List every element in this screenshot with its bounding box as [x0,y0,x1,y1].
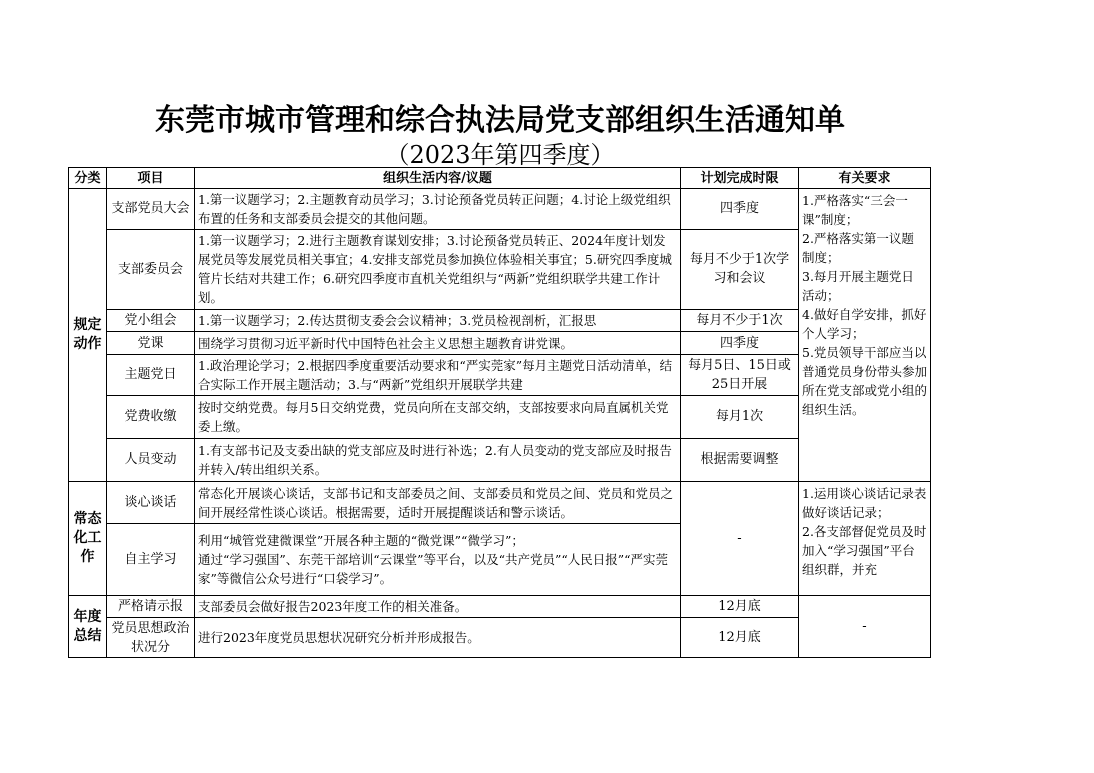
header-requirements: 有关要求 [799,168,931,189]
category-regular: 规定动作 [69,189,107,482]
deadline-branch-member-meeting: 四季度 [681,189,799,230]
item-ideology-analysis-text: 党员思想政治状况分 [111,620,190,655]
content-branch-committee: 1.第一议题学习；2.进行主题教育谋划安排；3.讨论预备党员转正、2024年度计划发展党员等发展党员相关事宜；4.安排支部党员参加换位体验相关事宜；5.研究四季度城管片长结对共建工作；6.研究四季度市直机关党组织与“两新”党组织联学共建工作计划。 [195,229,681,309]
content-heart-to-heart-talk [195,482,681,524]
deadline-report-request: 12月底 [681,596,799,618]
content-party-group-meeting: 1.第一议题学习；2.传达贯彻支委会会议精神；3.党员检视剖析，汇报思 [195,309,681,332]
requirement-item: 3.每月开展主题党日 [802,269,914,284]
requirement-item: 1.严格落实“三会一课”制度； [802,193,908,227]
requirements-regular [799,189,931,482]
deadline-party-dues: 每月1次 [681,395,799,438]
page-title: 东莞市城市管理和综合执法局党支部组织生活通知单 [155,103,845,138]
content-ideology-analysis: 进行2023年度党员思想状况研究分析并形成报告。 [195,618,681,658]
item-self-study: 自主学习 [107,524,195,596]
content-self-study-line-1: 利用“城管党建微课堂”开展各种主题的“微党课”“微学习”； [198,533,524,548]
deadline-theme-party-day: 每月5日、15日或25日开展 [681,354,799,395]
content-report-request: 支部委员会做好报告2023年度工作的相关准备。 [195,596,681,618]
requirement-item: 活动； [802,288,840,303]
item-heart-to-heart-talk: 谈心谈话 [107,482,195,524]
deadline-party-group-meeting: 每月不少于1次 [681,309,799,332]
deadline-ideology-analysis: 12月底 [681,618,799,658]
deadline-branch-committee: 每月不少于1次学习和会议 [681,229,799,309]
item-report-request-text: 严格请示报 [117,599,183,614]
item-personnel-change: 人员变动 [107,438,195,481]
category-routine: 常态化工作 [69,482,107,596]
deadline-routine: - [681,482,799,596]
notice-table [68,167,931,658]
content-theme-party-day [195,354,681,395]
deadline-party-lecture: 四季度 [681,332,799,355]
item-branch-member-meeting: 支部党员大会 [107,189,195,230]
content-party-dues: 按时交纳党费。每月5日交纳党费，党员向所在支部交纳，支部按要求向局直属机关党委上缴。 [195,395,681,438]
requirements-routine [799,482,931,596]
header-deadline: 计划完成时限 [681,168,799,189]
content-branch-member-meeting: 1.第一议题学习；2.主题教育动员学习；3.讨论预备党员转正问题；4.讨论上级党组织布置的任务和支部委员会提交的其他问题。 [195,189,681,230]
item-ideology-analysis [107,618,195,658]
requirements-annual: - [799,596,931,658]
header-content: 组织生活内容/议题 [195,168,681,189]
requirement-item: 5.党员领导干部应当以普通党员身份带头参加所在党支部或党小组的组织生活。 [802,345,927,417]
requirements-routine-list [802,484,927,594]
item-party-group-meeting: 党小组会 [107,309,195,332]
item-branch-committee: 支部委员会 [107,229,195,309]
item-report-request [107,596,195,618]
requirement-item: 制度； [802,250,840,265]
content-theme-party-day-text: 1.政治理论学习；2.根据四季度重要活动要求和“严实莞家”每月主题党日活动清单，结合实际工作开展主题活动；3.与“两新”党组织开展联学共建 [198,357,673,392]
content-self-study-line-2: 通过“学习强国”、东莞干部培训“云课堂”等平台，以及“共产党员”“人民日报”“严实莞家”等微信公众号进行“口袋学习”。 [198,552,669,586]
requirements-regular-list [802,191,927,481]
content-heart-to-heart-talk-text: 常态化开展谈心谈话，支部书记和支部委员之间、支部委员和党员之间、党员和党员之间开展经常性谈心谈话。根据需要，适时开展提醒谈话和警示谈话。 [198,485,674,520]
content-personnel-change: 1.有支部书记及支委出缺的党支部应及时进行补选；2.有人员变动的党支部应及时报告并转入/转出组织关系。 [195,438,681,481]
requirement-item: 4.做好自学安排，抓好个人学习； [802,307,927,341]
item-theme-party-day: 主题党日 [107,354,195,395]
requirement-item: 1.运用谈心谈话记录表做好谈话记录； [802,486,927,520]
item-party-dues: 党费收缴 [107,395,195,438]
requirement-item: 2.严格落实第一议题 [802,231,914,246]
item-party-lecture: 党课 [107,332,195,355]
header-category: 分类 [69,168,107,189]
deadline-personnel-change: 根据需要调整 [681,438,799,481]
content-self-study [195,524,681,596]
page-subtitle: （2023年第四季度） [385,141,615,169]
category-annual: 年度总结 [69,596,107,658]
requirement-item: 2.各支部督促党员及时加入“学习强国”平台组织群，并充 [802,524,927,577]
header-item: 项目 [107,168,195,189]
content-party-lecture: 围绕学习贯彻习近平新时代中国特色社会主义思想主题教育讲党课。 [195,332,681,355]
